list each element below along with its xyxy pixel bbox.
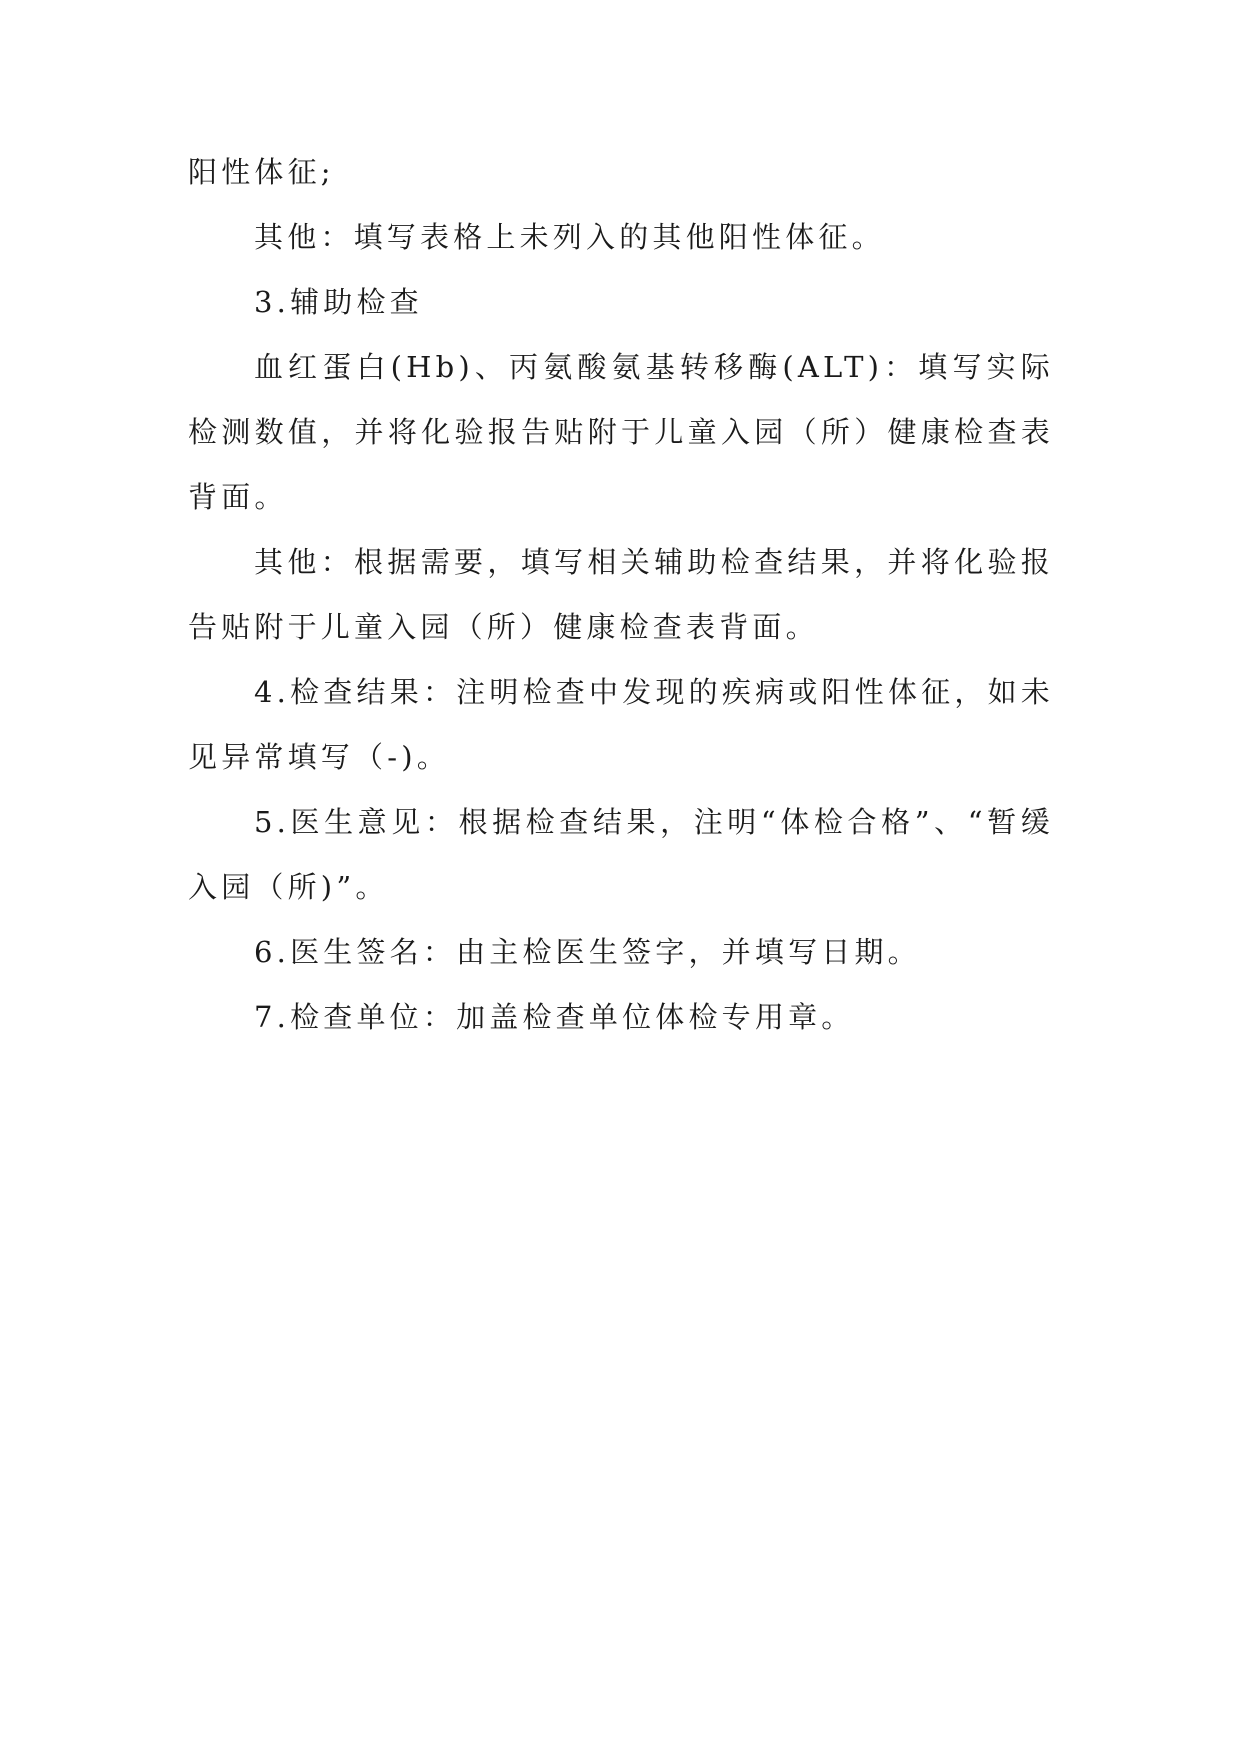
document-body bbox=[188, 140, 1054, 1050]
section-heading-auxiliary-exam: 3.辅助检查 bbox=[254, 285, 423, 319]
paragraph-other-auxiliary: 其他：根据需要，填写相关辅助检查结果，并将化验报告贴附于儿童入园（所）健康检查表背面。 bbox=[188, 545, 1054, 644]
paragraph-exam-result: 4.检查结果：注明检查中发现的疾病或阳性体征，如未见异常填写（-)。 bbox=[188, 675, 1054, 774]
paragraph-hb-alt: 血红蛋白(Hb)、丙氨酸氨基转移酶(ALT)：填写实际检测数值，并将化验报告贴附于儿童入园（所）健康检查表背面。 bbox=[188, 350, 1054, 514]
paragraph-other-positive-signs: 其他：填写表格上未列入的其他阳性体征。 bbox=[254, 220, 885, 254]
paragraph-doctor-signature: 6.医生签名：由主检医生签字，并填写日期。 bbox=[254, 935, 921, 969]
paragraph-doctor-opinion: 5.医生意见：根据检查结果，注明“体检合格”、“暂缓入园（所)”。 bbox=[188, 805, 1054, 904]
paragraph-exam-unit: 7.检查单位：加盖检查单位体检专用章。 bbox=[254, 1000, 855, 1034]
paragraph-positive-signs-continued: 阳性体征; bbox=[188, 155, 335, 189]
